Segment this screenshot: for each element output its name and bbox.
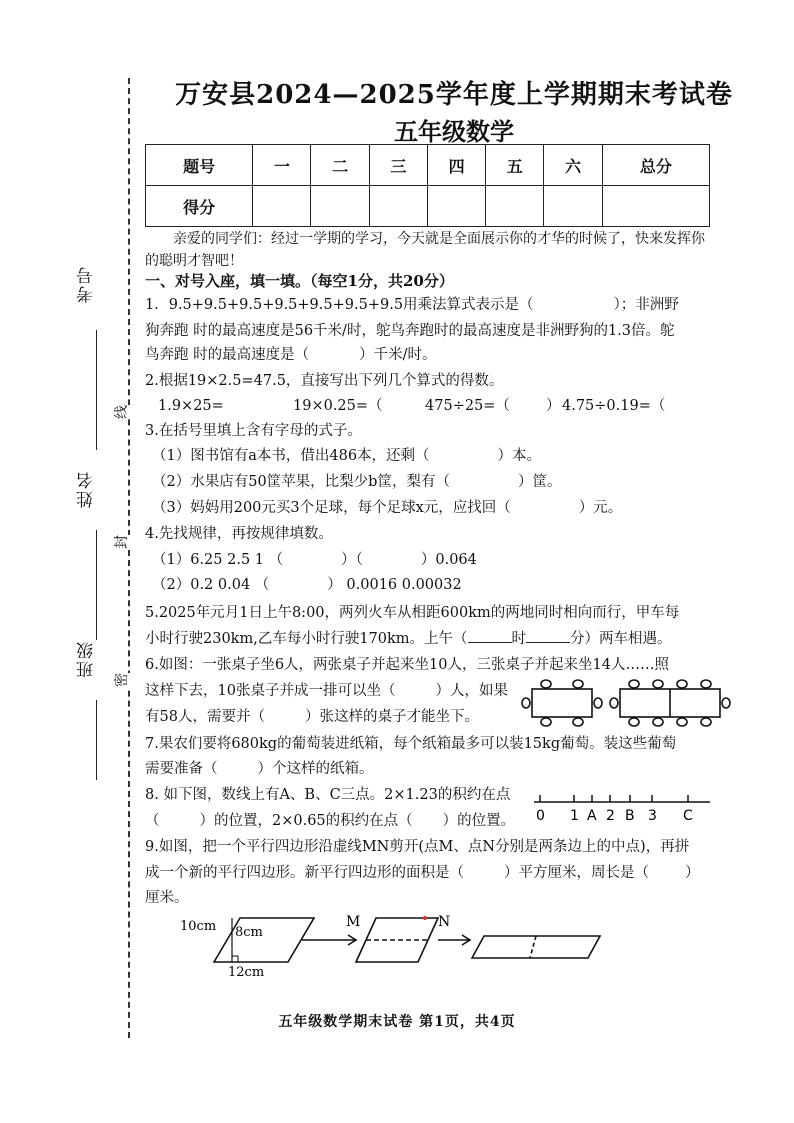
q8-line1: 8. 如下图，数线上有A、B、C三点。2×1.23的积约在点 [145, 787, 511, 803]
q3-text: ）元。 [578, 500, 623, 516]
number-line-label: C [683, 808, 693, 824]
q2-item-4: 4.75÷0.19=（ [562, 398, 666, 414]
binding-dashed-line [128, 78, 130, 1038]
q2-text: 475÷25=（ [425, 398, 510, 414]
q1-line2: 狗奔跑 时的最高速度是56千米/时，鸵鸟奔跑时的最高速度是非洲野狗的1.3倍。鸵 [145, 323, 675, 339]
score-cell[interactable] [253, 186, 311, 227]
score-cell[interactable] [486, 186, 544, 227]
base-label-12cm: 12cm [228, 965, 265, 980]
single-desk [522, 680, 602, 726]
score-header-cell: 总分 [602, 145, 709, 186]
q1-text: ）；非洲野 [613, 297, 679, 313]
q5-text: 时 [511, 631, 527, 647]
q4-item-2 [152, 574, 462, 596]
join-line [530, 936, 536, 958]
exam-subtitle: 五年级数学 [394, 117, 514, 146]
q9-line1: 9.如图，把一个平行四边形沿虚线MN剪开(点M、点N分别是两条边上的中点)，再拼 [145, 839, 690, 855]
q4-text: （1）6.25 2.5 1 （ [152, 552, 284, 568]
new-parallelogram [472, 936, 600, 958]
q3-stem: 3.在括号里填上含有字母的式子。 [145, 423, 362, 439]
score-cell[interactable] [369, 186, 427, 227]
q3-text: ）本。 [497, 448, 542, 464]
q2-item-2: 19×0.25=（ [293, 398, 383, 414]
score-header-cell: 六 [544, 145, 602, 186]
q6-text: 有58人，需要并（ [145, 709, 265, 725]
q7-text: ）个这样的纸箱。 [257, 761, 374, 777]
score-header-cell: 四 [427, 145, 485, 186]
q5-text: 分）两车相遇。 [570, 631, 672, 647]
q4-text: ）0.064 [420, 552, 477, 568]
score-cell[interactable] [544, 186, 602, 227]
score-table [145, 144, 710, 227]
score-cell[interactable] [427, 186, 485, 227]
q6-text: 这样下去，10张桌子并成一排可以坐（ [145, 683, 396, 699]
score-table-header-row [146, 145, 710, 186]
q9-text: ）平方厘米，周长是（ [504, 865, 649, 881]
original-parallelogram [214, 918, 314, 962]
seal-char-seal: 封 [109, 535, 133, 549]
number-line-label: 1 [570, 808, 579, 824]
exam-title: 万安县2024—2025学年度上学期期末考试卷 [175, 80, 733, 110]
q1-line3 [145, 344, 437, 366]
q3-item-1 [152, 445, 541, 467]
score-header-cell: 三 [369, 145, 427, 186]
q3-text: （2）水果店有50筐苹果，比梨少b筐，梨有（ [152, 474, 450, 490]
score-header-cell: 五 [486, 145, 544, 186]
number-line-label: 3 [648, 808, 657, 824]
q8-text: ）的位置。 [442, 813, 516, 829]
parallelogram-figure [180, 910, 720, 980]
q9-line2 [145, 862, 700, 884]
number-line [530, 790, 716, 826]
q1-text: 1．9.5+9.5+9.5+9.5+9.5+9.5+9.5用乘法算式表示是（ [145, 297, 534, 313]
q3-text: （3）妈妈用200元买3个足球，每个足球x元，应找回（ [152, 500, 511, 516]
q8-text: （ [145, 813, 160, 829]
q7-text: 需要准备（ [145, 761, 218, 777]
q6-text: ）人，如果 [435, 683, 508, 699]
score-table-score-row [146, 186, 710, 227]
q6-line1: 6.如图：一张桌子坐6人，两张桌子并起来坐10人，三张桌子并起来坐14人……照 [145, 657, 669, 673]
q1-text: 鸟奔跑 时的最高速度是（ [145, 347, 310, 363]
q5-line2 [145, 628, 672, 650]
score-header-cell: 二 [311, 145, 369, 186]
q3-text: ）筐。 [517, 474, 562, 490]
section-1-heading: 一、对号入座，填一填。（每空1分，共20分） [145, 272, 454, 290]
number-line-label: B [625, 808, 635, 824]
q9-text: 成一个新的平行四边形。新平行四边形的面积是（ [145, 865, 464, 881]
height-label-8cm: 8cm [235, 925, 263, 940]
q4-stem: 4.先找规律，再按规律填数。 [145, 526, 333, 542]
q3-item-2 [152, 471, 561, 493]
score-cell[interactable] [311, 186, 369, 227]
q8-text: ）的位置，2×0.65的积约在点（ [199, 813, 413, 829]
q4-text: （2）0.2 0.04 （ [152, 577, 270, 593]
score-header-cell: 题号 [146, 145, 253, 186]
q4-text: ） 0.0016 0.00032 [327, 577, 462, 593]
q5-text: 小时行驶230km,乙车每小时行驶170km。上午（ [145, 631, 468, 647]
class-label: 班级 [77, 640, 97, 678]
q6-line2 [145, 680, 508, 702]
q8-line2 [145, 810, 515, 832]
q6-line3 [145, 706, 479, 728]
exam-number-rule [96, 330, 97, 450]
point-n-marker [423, 916, 427, 920]
q9-line3: 厘米。 [145, 890, 189, 906]
q1-text: ）千米/时。 [359, 347, 437, 363]
class-rule [96, 700, 97, 780]
q9-text: ） [685, 865, 700, 881]
q2-item-1: 1.9×25= [158, 398, 224, 414]
right-angle-mark [232, 956, 238, 962]
exam-number-label: 考号 [77, 265, 97, 303]
q2-stem: 2.根据19×2.5=47.5，直接写出下列几个算式的得数。 [145, 373, 504, 389]
name-rule [96, 530, 97, 640]
intro-text: 亲爱的同学们：经过一学期的学习，今天就是全面展示你的才华的时候了，快来发挥你的聪明才智吧！ [145, 231, 705, 269]
number-line-label: 2 [606, 808, 615, 824]
desk-figure [520, 677, 732, 729]
q4-item-1 [152, 549, 477, 571]
q6-text: ）张这样的桌子才能坐下。 [304, 709, 479, 725]
number-line-label: 0 [536, 808, 545, 824]
double-desk [610, 680, 730, 726]
q5-line1: 5.2025年元月1日上午8:00，两列火车从相距600km的两地同时相向而行，甲车每 [145, 605, 680, 621]
q2-text: ） [545, 398, 561, 414]
number-line-label: A [587, 808, 597, 824]
point-n-label: N [438, 914, 451, 930]
q7-line1: 7.果农们要将680kg的葡萄装进纸箱，每个纸箱最多可以装15kg葡萄。装这些葡萄 [145, 736, 677, 752]
seal-char-line: 线 [109, 405, 133, 419]
page-footer: 五年级数学期末试卷 第1页，共4页 [278, 1014, 516, 1030]
name-label: 姓名 [77, 470, 97, 508]
seal-char-secret: 密 [109, 673, 133, 687]
score-cell[interactable] [602, 186, 709, 227]
side-label-10cm: 10cm [180, 919, 217, 934]
score-row-label: 得分 [146, 186, 253, 227]
point-m-label: M [346, 914, 361, 930]
q3-item-3 [152, 497, 622, 519]
q1-line1 [145, 294, 679, 316]
q5-blank-hour[interactable] [468, 642, 512, 643]
q2-item-3 [425, 395, 560, 417]
q5-blank-minute[interactable] [526, 642, 570, 643]
q3-text: （1）图书馆有a本书，借出486本，还剩（ [152, 448, 430, 464]
q7-line2 [145, 758, 374, 780]
score-header-cell: 一 [253, 145, 311, 186]
q4-text: ）（ [341, 552, 363, 568]
